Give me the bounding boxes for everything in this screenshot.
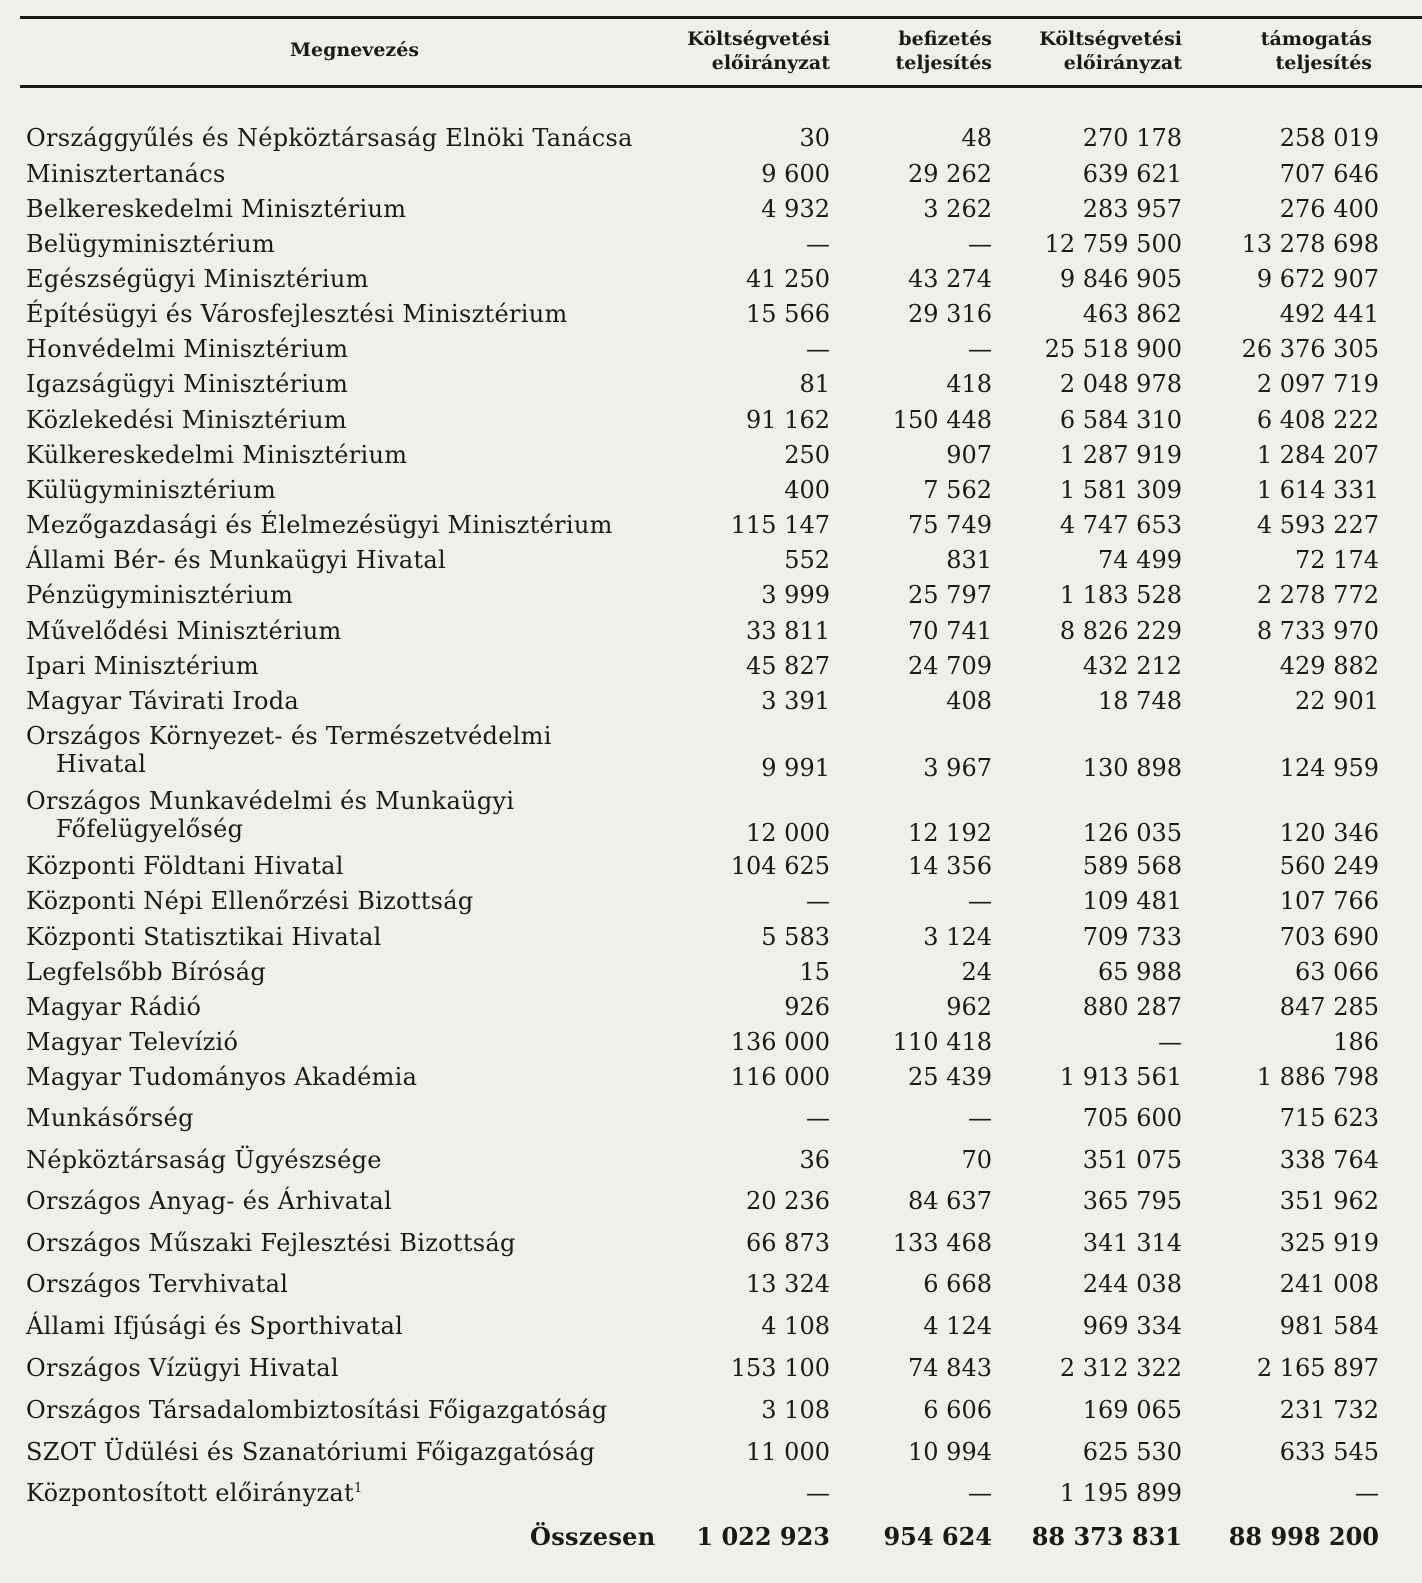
row-name bbox=[26, 195, 406, 223]
cell-col1: 4 932 bbox=[761, 195, 830, 223]
cell-col1: 45 827 bbox=[746, 652, 830, 680]
cell-col2: 25 439 bbox=[908, 1063, 992, 1091]
header-col4 bbox=[1261, 27, 1372, 75]
row-name bbox=[26, 370, 348, 398]
row-name bbox=[26, 1229, 516, 1257]
cell-col4: 492 441 bbox=[1279, 300, 1379, 328]
cell-col3: 351 075 bbox=[1082, 1146, 1182, 1174]
cell-col2: 418 bbox=[946, 370, 992, 398]
total-label: Összesen bbox=[530, 1522, 656, 1551]
row-name bbox=[26, 1063, 417, 1091]
cell-col4: — bbox=[1355, 1479, 1379, 1507]
cell-col1: — bbox=[806, 1479, 830, 1507]
row-name-line1: Népköztársaság Ügyészsége bbox=[26, 1146, 382, 1174]
row-name-line1: Országos Anyag- és Árhivatal bbox=[26, 1187, 392, 1215]
row-name bbox=[26, 1396, 607, 1424]
row-name-line1: SZOT Üdülési és Szanatóriumi Főigazgatóság bbox=[26, 1438, 596, 1466]
cell-col4: 338 764 bbox=[1279, 1146, 1379, 1174]
cell-col2: 110 418 bbox=[892, 1028, 992, 1056]
cell-col4: 8 733 970 bbox=[1256, 617, 1379, 645]
cell-col3: 25 518 900 bbox=[1044, 335, 1182, 363]
header-col1-line2: előirányzat bbox=[711, 52, 830, 74]
header-col3-line2: előirányzat bbox=[1063, 52, 1182, 74]
row-name bbox=[26, 923, 382, 951]
header-col4-line1: támogatás bbox=[1260, 28, 1372, 50]
cell-col2: 10 994 bbox=[908, 1438, 992, 1466]
cell-col1: 12 000 bbox=[746, 819, 830, 847]
cell-col4: 124 959 bbox=[1279, 754, 1379, 782]
row-name-line1: Országos Munkavédelmi és Munkaügyi bbox=[26, 787, 515, 815]
cell-col4: 120 346 bbox=[1279, 819, 1379, 847]
cell-col3: 270 178 bbox=[1082, 124, 1182, 152]
header-col3 bbox=[1039, 27, 1182, 75]
row-name-line1: Külügyminisztérium bbox=[26, 476, 277, 504]
cell-col3: 130 898 bbox=[1082, 754, 1182, 782]
cell-col4: 2 278 772 bbox=[1256, 581, 1379, 609]
row-name-line1: Országos Vízügyi Hivatal bbox=[26, 1354, 339, 1382]
cell-col2: — bbox=[968, 230, 992, 258]
row-name bbox=[26, 441, 407, 469]
cell-col2: 43 274 bbox=[908, 265, 992, 293]
cell-col4: 707 646 bbox=[1279, 160, 1379, 188]
cell-col4: 4 593 227 bbox=[1256, 511, 1379, 539]
cell-col2: 4 124 bbox=[923, 1312, 992, 1340]
row-name-line1: Belügyminisztérium bbox=[26, 230, 276, 258]
footnote-marker: 1 bbox=[353, 1481, 363, 1496]
cell-col3: 341 314 bbox=[1082, 1229, 1182, 1257]
row-name bbox=[26, 511, 613, 539]
row-name-line1: Országos Társadalombiztosítási Főigazgatóság bbox=[26, 1396, 608, 1424]
cell-col1: 104 625 bbox=[730, 852, 830, 880]
row-name-line2: Főfelügyelőség bbox=[56, 815, 244, 843]
cell-col3: 109 481 bbox=[1082, 887, 1182, 915]
row-name-line1: Közlekedési Minisztérium bbox=[26, 406, 347, 434]
cell-col1: 30 bbox=[799, 124, 830, 152]
row-name bbox=[26, 581, 293, 609]
row-name bbox=[26, 1146, 382, 1174]
cell-col2: 14 356 bbox=[908, 852, 992, 880]
row-name bbox=[26, 787, 514, 843]
cell-col2: 70 bbox=[961, 1146, 992, 1174]
cell-col4: 2 165 897 bbox=[1256, 1354, 1379, 1382]
cell-col3: 2 312 322 bbox=[1059, 1354, 1182, 1382]
cell-col3: 283 957 bbox=[1082, 195, 1182, 223]
cell-col4: 72 174 bbox=[1295, 546, 1379, 574]
cell-col3: 244 038 bbox=[1082, 1270, 1182, 1298]
cell-col3: 705 600 bbox=[1082, 1104, 1182, 1132]
cell-col1: 36 bbox=[799, 1146, 830, 1174]
cell-col3: 4 747 653 bbox=[1059, 511, 1182, 539]
cell-col4: 1 614 331 bbox=[1256, 476, 1379, 504]
row-name-line1: Állami Ifjúsági és Sporthivatal bbox=[26, 1312, 404, 1340]
cell-col3: 1 287 919 bbox=[1059, 441, 1182, 469]
row-name bbox=[26, 852, 344, 880]
cell-col1: 15 566 bbox=[746, 300, 830, 328]
cell-col3: 365 795 bbox=[1082, 1187, 1182, 1215]
cell-col4: 276 400 bbox=[1279, 195, 1379, 223]
cell-col1: 4 108 bbox=[761, 1312, 830, 1340]
cell-col1: 552 bbox=[784, 546, 830, 574]
cell-col1: 20 236 bbox=[746, 1187, 830, 1215]
top-rule bbox=[20, 16, 1422, 19]
row-name-line1: Legfelsőbb Bíróság bbox=[26, 958, 267, 986]
cell-col2: 7 562 bbox=[923, 476, 992, 504]
row-name bbox=[26, 335, 348, 363]
cell-col4: 429 882 bbox=[1279, 652, 1379, 680]
cell-col3: 6 584 310 bbox=[1059, 406, 1182, 434]
total-col1: 1 022 923 bbox=[696, 1522, 830, 1551]
header-col2-line2: teljesítés bbox=[895, 52, 992, 74]
cell-col3: 74 499 bbox=[1098, 546, 1182, 574]
row-name bbox=[26, 887, 474, 915]
cell-col2: 408 bbox=[946, 687, 992, 715]
row-name-line1: Munkásőrség bbox=[26, 1104, 194, 1132]
cell-col2: 6 668 bbox=[923, 1270, 992, 1298]
cell-col4: 22 901 bbox=[1295, 687, 1379, 715]
cell-col4: 241 008 bbox=[1279, 1270, 1379, 1298]
cell-col2: 133 468 bbox=[892, 1229, 992, 1257]
row-name-line1: Pénzügyminisztérium bbox=[26, 581, 294, 609]
cell-col1: — bbox=[806, 887, 830, 915]
cell-col3: 589 568 bbox=[1082, 852, 1182, 880]
cell-col4: 351 962 bbox=[1279, 1187, 1379, 1215]
cell-col3: 639 621 bbox=[1082, 160, 1182, 188]
header-col2-line1: befizetés bbox=[898, 28, 992, 50]
cell-col1: 41 250 bbox=[746, 265, 830, 293]
header-name-column bbox=[290, 38, 419, 62]
row-name bbox=[26, 300, 568, 328]
header-col3-line1: Költségvetési bbox=[1039, 28, 1182, 50]
cell-col3: 9 846 905 bbox=[1059, 265, 1182, 293]
row-name bbox=[26, 406, 347, 434]
cell-col2: 6 606 bbox=[923, 1396, 992, 1424]
cell-col4: 560 249 bbox=[1279, 852, 1379, 880]
cell-col1: 153 100 bbox=[730, 1354, 830, 1382]
row-name-line2: Hivatal bbox=[56, 750, 147, 778]
cell-col2: — bbox=[968, 335, 992, 363]
cell-col4: 1 886 798 bbox=[1256, 1063, 1379, 1091]
row-name bbox=[26, 1104, 194, 1132]
row-name bbox=[26, 993, 201, 1021]
cell-col4: 6 408 222 bbox=[1256, 406, 1379, 434]
cell-col4: 981 584 bbox=[1279, 1312, 1379, 1340]
row-name-line1: Egészségügyi Minisztérium bbox=[26, 265, 369, 293]
header-rule bbox=[20, 85, 1422, 88]
cell-col3: 2 048 978 bbox=[1059, 370, 1182, 398]
cell-col3: 8 826 229 bbox=[1059, 617, 1182, 645]
row-name bbox=[26, 1312, 403, 1340]
row-name bbox=[26, 546, 446, 574]
row-name-line1: Építésügyi és Városfejlesztési Minisztérium bbox=[26, 300, 568, 328]
cell-col4: 633 545 bbox=[1279, 1438, 1379, 1466]
cell-col4: 107 766 bbox=[1279, 887, 1379, 915]
cell-col4: 847 285 bbox=[1279, 993, 1379, 1021]
row-name-line1: Központi Népi Ellenőrzési Bizottság bbox=[26, 887, 474, 915]
row-name bbox=[26, 687, 299, 715]
cell-col3: 463 862 bbox=[1082, 300, 1182, 328]
row-name-line1: Minisztertanács bbox=[26, 160, 226, 188]
cell-col2: 831 bbox=[946, 546, 992, 574]
cell-col1: 116 000 bbox=[730, 1063, 830, 1091]
cell-col1: 250 bbox=[784, 441, 830, 469]
row-name-line1: Művelődési Minisztérium bbox=[26, 617, 342, 645]
row-name-line1: Igazságügyi Minisztérium bbox=[26, 370, 349, 398]
cell-col2: 962 bbox=[946, 993, 992, 1021]
cell-col4: 63 066 bbox=[1295, 958, 1379, 986]
cell-col4: 325 919 bbox=[1279, 1229, 1379, 1257]
cell-col4: 9 672 907 bbox=[1256, 265, 1379, 293]
row-name bbox=[26, 476, 276, 504]
row-name-line1: Magyar Televízió bbox=[26, 1028, 239, 1056]
cell-col2: — bbox=[968, 1104, 992, 1132]
header-name-label: Megnevezés bbox=[290, 39, 420, 61]
cell-col1: 136 000 bbox=[730, 1028, 830, 1056]
row-name bbox=[26, 1479, 363, 1507]
row-name-line1: Központi Földtani Hivatal bbox=[26, 852, 344, 880]
header-col4-line2: teljesítés bbox=[1275, 52, 1372, 74]
total-col3: 88 373 831 bbox=[1031, 1522, 1182, 1551]
cell-col3: 969 334 bbox=[1082, 1312, 1182, 1340]
row-name bbox=[26, 1354, 339, 1382]
cell-col2: 25 797 bbox=[908, 581, 992, 609]
row-name-line1: Magyar Tudományos Akadémia bbox=[26, 1063, 418, 1091]
row-name-line1: Állami Bér- és Munkaügyi Hivatal bbox=[26, 546, 446, 574]
total-col4: 88 998 200 bbox=[1228, 1522, 1379, 1551]
cell-col3: 880 287 bbox=[1082, 993, 1182, 1021]
cell-col3: 625 530 bbox=[1082, 1438, 1182, 1466]
cell-col1: 115 147 bbox=[730, 511, 830, 539]
cell-col2: 3 124 bbox=[923, 923, 992, 951]
cell-col1: 5 583 bbox=[761, 923, 830, 951]
cell-col2: 3 262 bbox=[923, 195, 992, 223]
row-name bbox=[26, 265, 369, 293]
row-name-line1: Országos Műszaki Fejlesztési Bizottság bbox=[26, 1229, 516, 1257]
row-name bbox=[26, 230, 275, 258]
cell-col1: 9 991 bbox=[761, 754, 830, 782]
cell-col1: 3 108 bbox=[761, 1396, 830, 1424]
row-name bbox=[26, 958, 266, 986]
row-name bbox=[26, 160, 226, 188]
header-col2 bbox=[895, 27, 992, 75]
row-name-line1: Központosított előirányzat bbox=[26, 1479, 354, 1507]
cell-col2: 75 749 bbox=[908, 511, 992, 539]
cell-col2: 150 448 bbox=[892, 406, 992, 434]
cell-col1: — bbox=[806, 230, 830, 258]
row-name-line1: Belkereskedelmi Minisztérium bbox=[26, 195, 407, 223]
row-name-line1: Országos Tervhivatal bbox=[26, 1270, 289, 1298]
cell-col3: — bbox=[1158, 1028, 1182, 1056]
cell-col4: 2 097 719 bbox=[1256, 370, 1379, 398]
row-name-line1: Magyar Távirati Iroda bbox=[26, 687, 300, 715]
cell-col1: 15 bbox=[799, 958, 830, 986]
header-col1 bbox=[687, 27, 830, 75]
row-name bbox=[26, 1438, 595, 1466]
row-name-line1: Külkereskedelmi Minisztérium bbox=[26, 441, 408, 469]
cell-col3: 432 212 bbox=[1082, 652, 1182, 680]
cell-col1: 3 999 bbox=[761, 581, 830, 609]
cell-col2: 29 316 bbox=[908, 300, 992, 328]
cell-col1: 81 bbox=[799, 370, 830, 398]
cell-col2: 907 bbox=[946, 441, 992, 469]
row-name bbox=[26, 1187, 392, 1215]
cell-col3: 169 065 bbox=[1082, 1396, 1182, 1424]
cell-col3: 12 759 500 bbox=[1044, 230, 1182, 258]
cell-col2: 70 741 bbox=[908, 617, 992, 645]
cell-col2: 3 967 bbox=[923, 754, 992, 782]
cell-col2: 24 709 bbox=[908, 652, 992, 680]
cell-col2: — bbox=[968, 887, 992, 915]
row-name-line1: Országos Környezet- és Természetvédelmi bbox=[26, 722, 552, 750]
cell-col2: 24 bbox=[961, 958, 992, 986]
row-name-line1: Központi Statisztikai Hivatal bbox=[26, 923, 382, 951]
cell-col3: 18 748 bbox=[1098, 687, 1182, 715]
row-name bbox=[26, 124, 633, 152]
cell-col1: 91 162 bbox=[746, 406, 830, 434]
cell-col4: 231 732 bbox=[1279, 1396, 1379, 1424]
row-name bbox=[26, 1028, 238, 1056]
row-name bbox=[26, 617, 342, 645]
cell-col3: 1 195 899 bbox=[1059, 1479, 1182, 1507]
cell-col1: 13 324 bbox=[746, 1270, 830, 1298]
cell-col4: 13 278 698 bbox=[1241, 230, 1379, 258]
cell-col3: 709 733 bbox=[1082, 923, 1182, 951]
cell-col1: 66 873 bbox=[746, 1229, 830, 1257]
row-name-line1: Honvédelmi Minisztérium bbox=[26, 335, 349, 363]
cell-col1: — bbox=[806, 335, 830, 363]
cell-col4: 26 376 305 bbox=[1241, 335, 1379, 363]
cell-col1: 926 bbox=[784, 993, 830, 1021]
cell-col1: 400 bbox=[784, 476, 830, 504]
cell-col1: 3 391 bbox=[761, 687, 830, 715]
cell-col2: 48 bbox=[961, 124, 992, 152]
cell-col4: 715 623 bbox=[1279, 1104, 1379, 1132]
cell-col3: 1 183 528 bbox=[1059, 581, 1182, 609]
cell-col2: 12 192 bbox=[908, 819, 992, 847]
cell-col1: 33 811 bbox=[746, 617, 830, 645]
cell-col2: 84 637 bbox=[908, 1187, 992, 1215]
cell-col1: 11 000 bbox=[746, 1438, 830, 1466]
row-name bbox=[26, 722, 552, 778]
cell-col1: 9 600 bbox=[761, 160, 830, 188]
cell-col2: 29 262 bbox=[908, 160, 992, 188]
cell-col2: 74 843 bbox=[908, 1354, 992, 1382]
row-name-line1: Ipari Minisztérium bbox=[26, 652, 259, 680]
row-name bbox=[26, 652, 259, 680]
cell-col4: 186 bbox=[1333, 1028, 1379, 1056]
row-name-line1: Magyar Rádió bbox=[26, 993, 202, 1021]
row-name-line1: Mezőgazdasági és Élelmezésügyi Minisztérium bbox=[26, 511, 613, 539]
cell-col4: 258 019 bbox=[1279, 124, 1379, 152]
total-col2: 954 624 bbox=[883, 1522, 992, 1551]
header-col1-line1: Költségvetési bbox=[687, 28, 830, 50]
cell-col3: 1 581 309 bbox=[1059, 476, 1182, 504]
cell-col4: 1 284 207 bbox=[1256, 441, 1379, 469]
cell-col3: 1 913 561 bbox=[1059, 1063, 1182, 1091]
cell-col3: 65 988 bbox=[1098, 958, 1182, 986]
row-name-line1: Országgyűlés és Népköztársaság Elnöki Tanácsa bbox=[26, 124, 633, 152]
cell-col3: 126 035 bbox=[1082, 819, 1182, 847]
row-name bbox=[26, 1270, 288, 1298]
cell-col4: 703 690 bbox=[1279, 923, 1379, 951]
cell-col1: — bbox=[806, 1104, 830, 1132]
cell-col2: — bbox=[968, 1479, 992, 1507]
